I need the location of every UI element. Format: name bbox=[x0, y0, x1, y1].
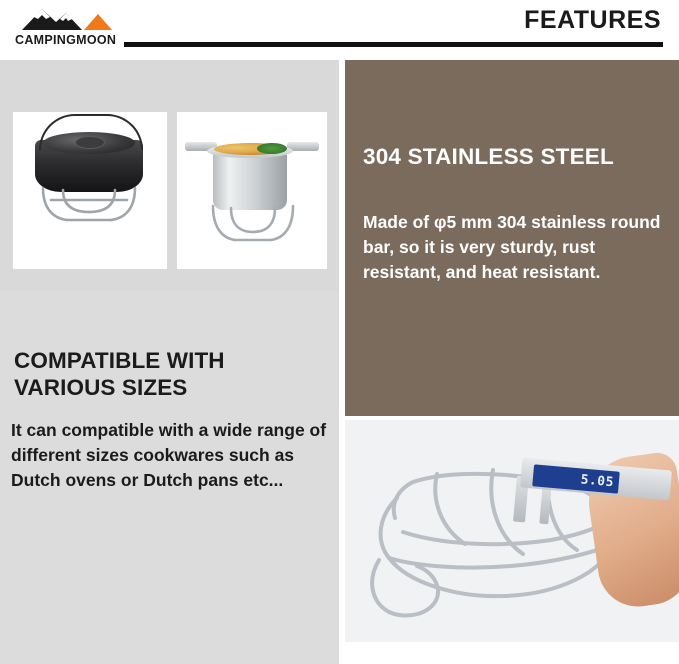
brand-name: CAMPINGMOON bbox=[15, 33, 117, 47]
stainless-rack-icon bbox=[37, 186, 141, 224]
compatibility-feature-panel bbox=[0, 290, 339, 664]
stainless-rack-icon bbox=[207, 204, 299, 244]
photo-dutch-oven bbox=[13, 112, 167, 269]
page-title: FEATURES bbox=[524, 6, 661, 34]
page-header bbox=[0, 0, 679, 60]
feature-heading: 304 STAINLESS STEEL bbox=[363, 144, 614, 169]
header-divider bbox=[124, 42, 663, 47]
food-greens bbox=[257, 143, 287, 154]
feature-heading: COMPATIBLE WITH VARIOUS SIZES bbox=[14, 348, 225, 401]
feature-body: Made of φ5 mm 304 stainless round bar, so it is very sturdy, rust resistant, and heat resistant. bbox=[363, 212, 661, 282]
photo-caliper-measurement bbox=[345, 420, 679, 642]
dutch-oven-bail-handle bbox=[39, 114, 143, 150]
steel-pot-body bbox=[213, 150, 287, 210]
caliper-scene bbox=[345, 420, 679, 642]
feature-body: It can compatible with a wide range of different sizes cookwares such as Dutch ovens or Dutch pans etc... bbox=[11, 420, 327, 490]
mountain-logo-icon bbox=[20, 6, 116, 32]
photo-steel-pot bbox=[177, 112, 327, 269]
caliper-reading-value: 5.05 bbox=[580, 471, 615, 490]
stainless-steel-feature-panel bbox=[345, 60, 679, 416]
